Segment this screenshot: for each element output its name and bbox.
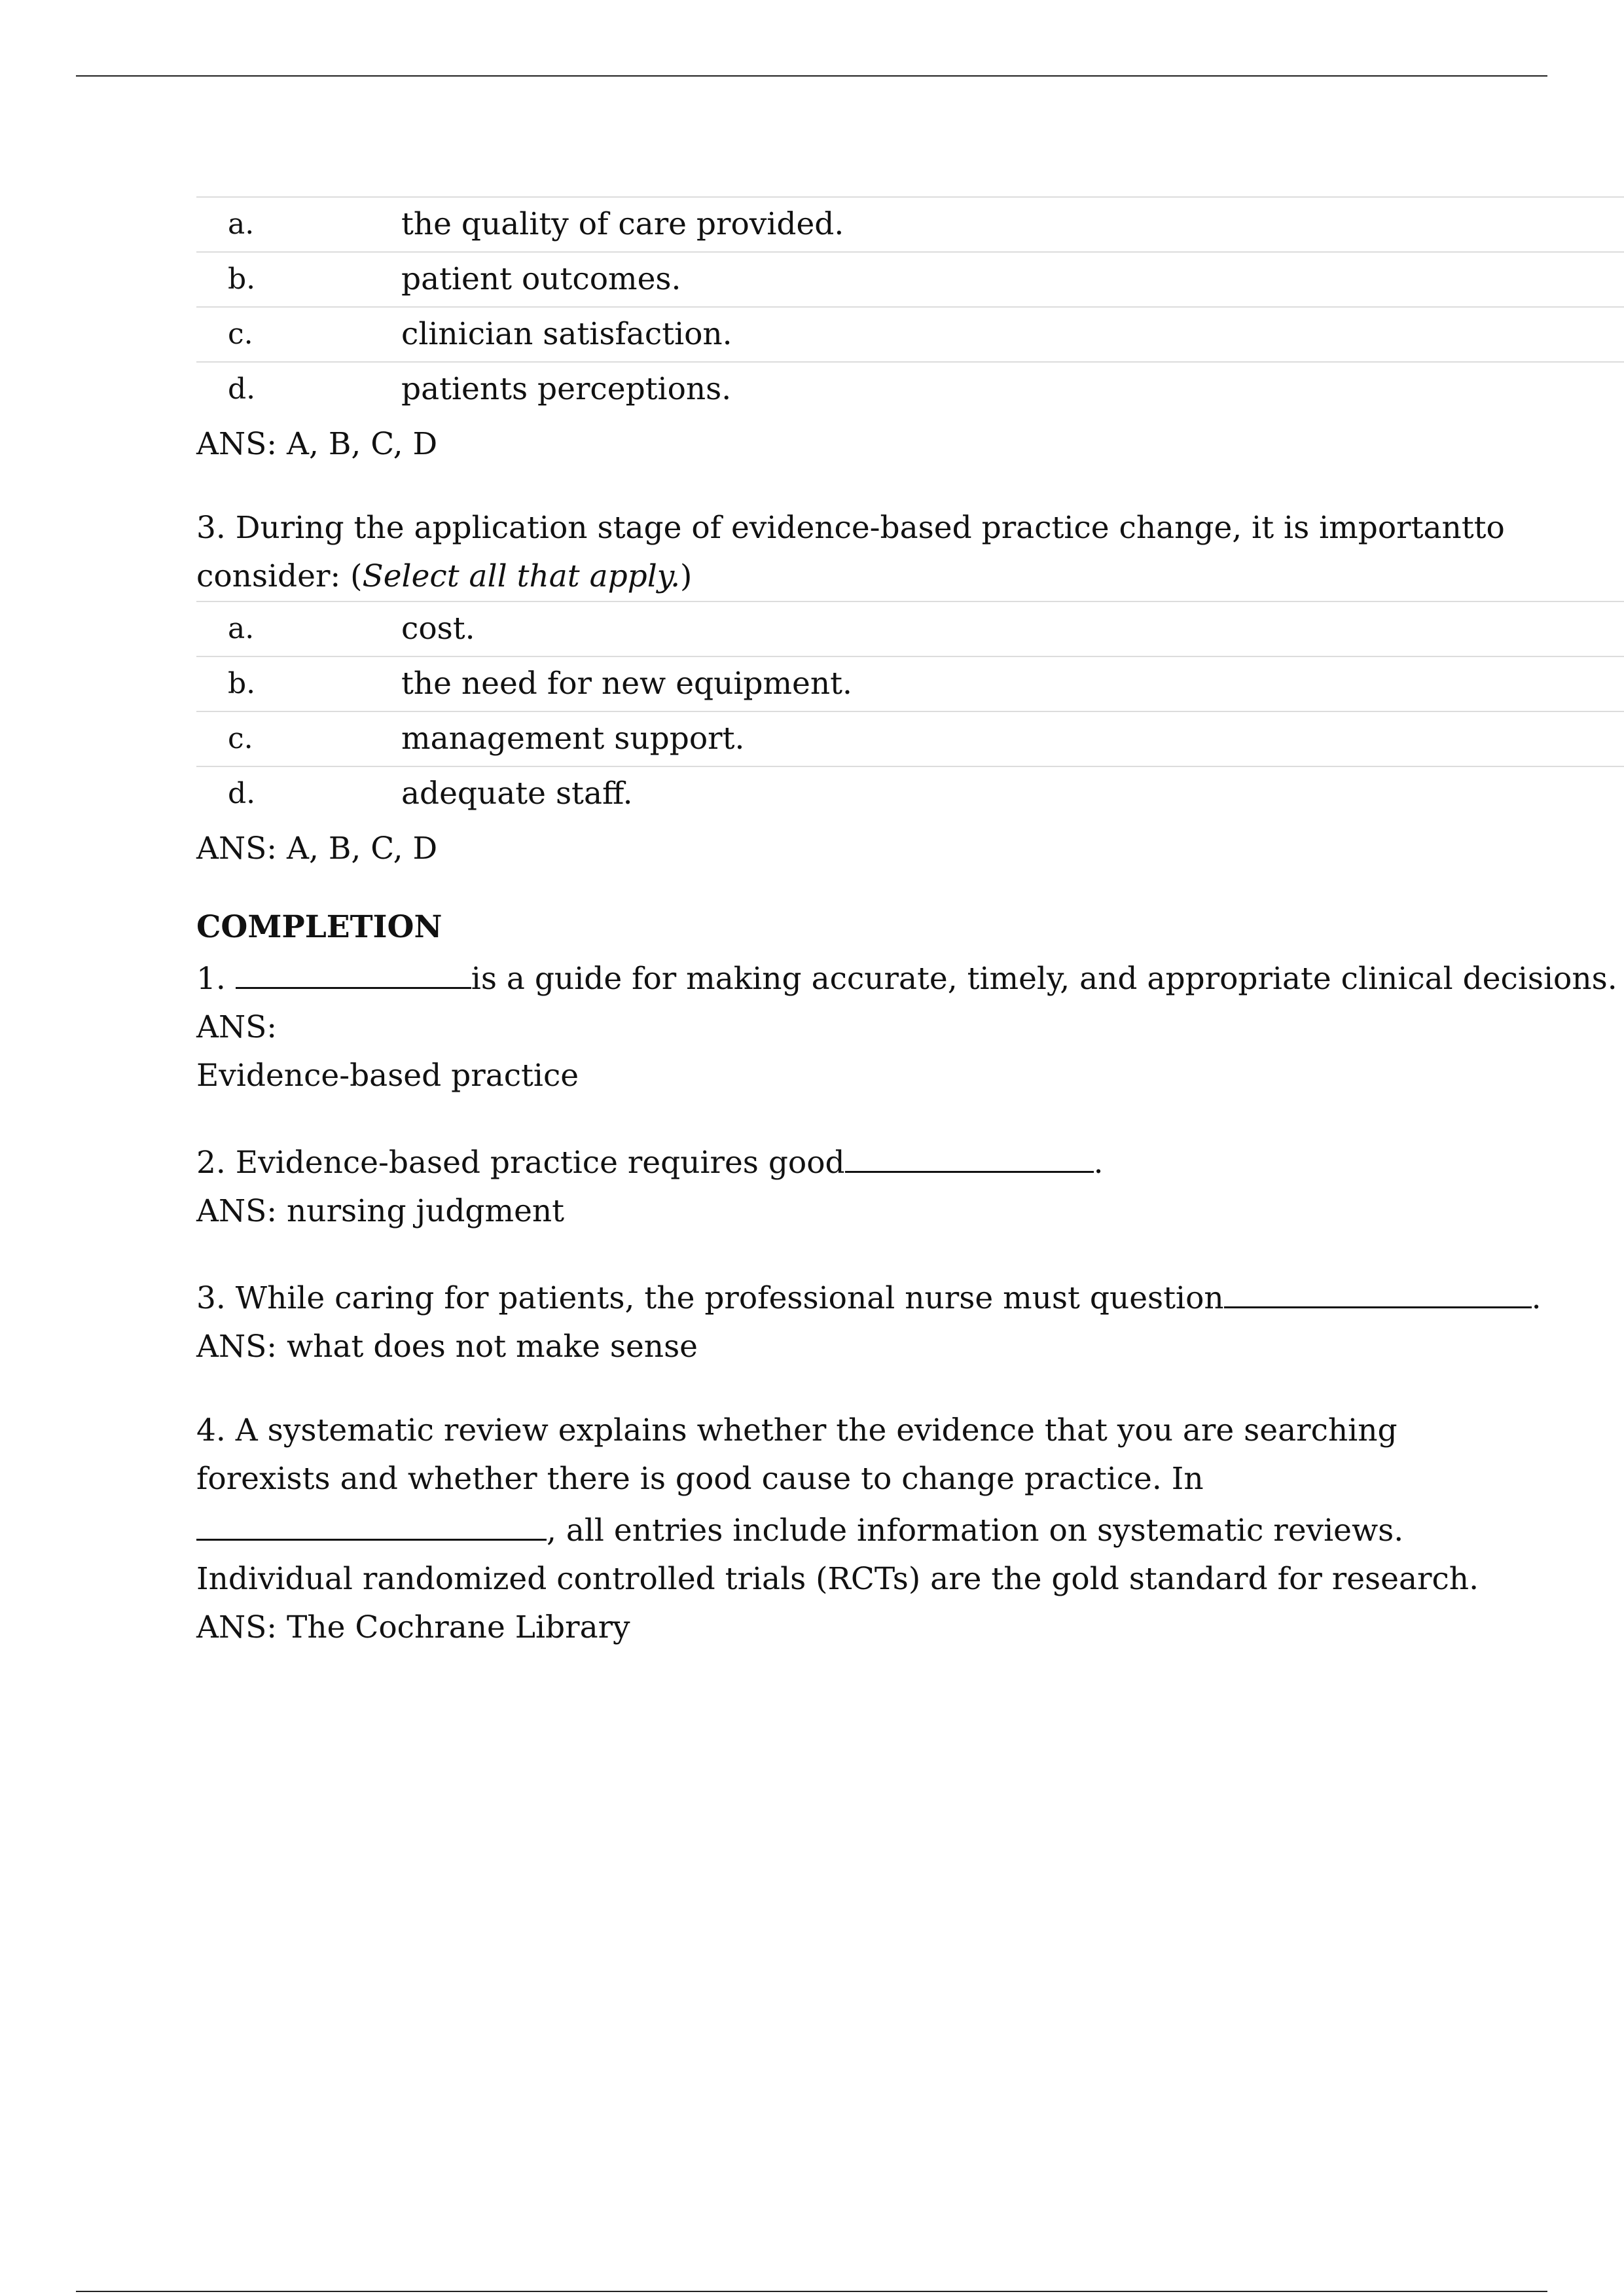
bottom-rule	[76, 2291, 1547, 2292]
question-3-text: 3. During the application stage of evidence-based practice change, it is importantto consider: (Select all that apply.)	[196, 510, 1505, 594]
option-letter: b.	[228, 262, 256, 296]
q2-answer: ANS: A, B, C, D	[196, 426, 438, 462]
option-row	[196, 362, 1624, 416]
option-text: clinician satisfaction.	[401, 316, 732, 352]
blank-line	[845, 1136, 1094, 1173]
option-row	[196, 766, 1624, 821]
section-title-completion: COMPLETION	[196, 909, 442, 945]
top-rule	[76, 75, 1547, 77]
q2-options	[196, 196, 1624, 416]
option-text: adequate staff.	[401, 776, 633, 812]
blank-line	[196, 1503, 547, 1541]
option-letter: a.	[228, 207, 255, 241]
option-text: patients perceptions.	[401, 371, 732, 407]
completion-3	[196, 1271, 1624, 1371]
blank-line	[236, 952, 471, 989]
option-letter: c.	[228, 317, 253, 351]
option-row	[196, 197, 1624, 252]
option-row	[196, 711, 1624, 766]
option-row	[196, 252, 1624, 307]
completion-4-text: 4. A systematic review explains whether the evidence that you are searching forexists and whether there is good cause to change practice. In, all entries include information on systematic reviews. Individual randomized controlled trials (RCTs) are the gold standard for research.	[196, 1412, 1479, 1597]
completion-2-answer: ANS: nursing judgment	[196, 1193, 565, 1229]
option-letter: d.	[228, 777, 256, 810]
page-content	[196, 196, 1624, 1652]
completion-1-text: 1. is a guide for making accurate, timely, and appropriate clinical decisions.	[196, 952, 1624, 1003]
option-text: management support.	[401, 721, 745, 757]
completion-1-answer: Evidence-based practice	[196, 1058, 579, 1094]
question-3	[196, 504, 1624, 873]
option-text: the need for new equipment.	[401, 666, 852, 702]
option-row	[196, 656, 1624, 711]
completion-3-text: 3. While caring for patients, the professional nurse must question .	[196, 1271, 1624, 1323]
completion-2-text: 2. Evidence-based practice requires good .	[196, 1136, 1624, 1187]
option-row	[196, 601, 1624, 656]
option-letter: a.	[228, 612, 255, 645]
completion-4	[196, 1407, 1479, 1652]
completion-3-answer: ANS: what does not make sense	[196, 1329, 698, 1365]
option-text: patient outcomes.	[401, 261, 681, 297]
option-text: the quality of care provided.	[401, 206, 844, 242]
option-letter: c.	[228, 722, 253, 755]
option-text: cost.	[401, 611, 475, 647]
option-row	[196, 307, 1624, 362]
completion-4-answer: ANS: The Cochrane Library	[196, 1609, 630, 1645]
option-letter: b.	[228, 667, 256, 700]
option-letter: d.	[228, 372, 256, 406]
completion-1-answer-label: ANS:	[196, 1009, 278, 1045]
completion-2	[196, 1136, 1624, 1236]
q3-options	[196, 601, 1624, 821]
completion-1	[196, 952, 1624, 1100]
q3-answer: ANS: A, B, C, D	[196, 831, 438, 867]
blank-line	[1224, 1271, 1532, 1308]
